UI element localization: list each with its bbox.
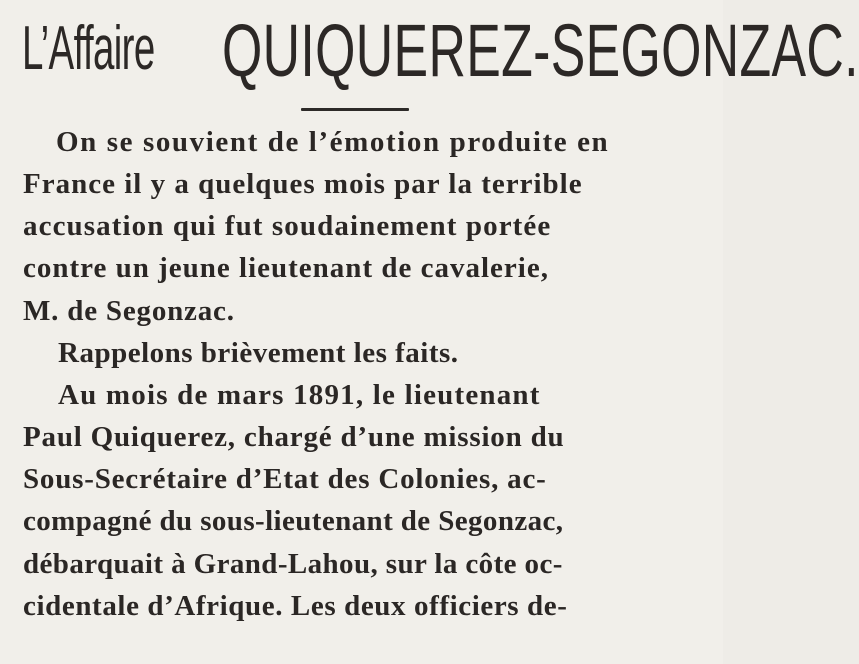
article-line-6: Rappelons brièvement les faits. [58, 337, 459, 369]
article-line-1: On se souvient de l’émotion produite en [56, 126, 610, 158]
article-line-5: M. de Segonzac. [23, 295, 235, 327]
article-line-3: accusation qui fut soudainement portée [23, 210, 552, 242]
article-line-12: cidentale d’Afrique. Les deux officiers de- [23, 590, 568, 622]
article-line-8: Paul Quiquerez, chargé d’une mission du [23, 421, 565, 453]
article-line-2: France il y a quelques mois par la terrible [23, 168, 583, 200]
article-line-4: contre un jeune lieutenant de cavalerie, [23, 252, 549, 284]
article-line-7: Au mois de mars 1891, le lieutenant [58, 379, 541, 411]
article-line-11: débarquait à Grand-Lahou, sur la côte oc- [23, 548, 563, 580]
article-line-10: compagné du sous-lieutenant de Segonzac, [23, 505, 564, 537]
article-line-9: Sous-Secrétaire d’Etat des Colonies, ac- [23, 463, 547, 495]
headline-names: QUIQUEREZ-SEGONZAC. [222, 9, 859, 92]
headline-affaire: L’Affaire [22, 14, 155, 83]
